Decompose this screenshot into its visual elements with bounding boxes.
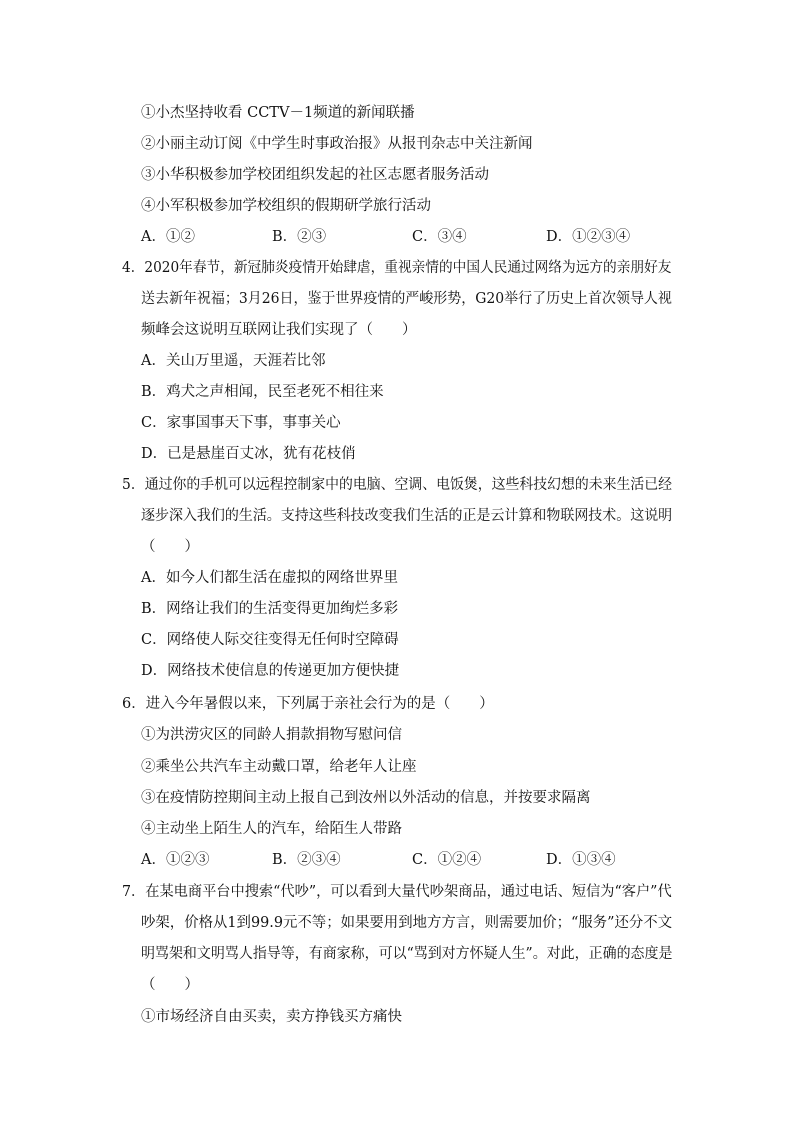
q3-item-3: ③小华积极参加学校团组织发起的社区志愿者服务活动 — [141, 167, 489, 183]
q6-item-4: ④主动坐上陌生人的汽车，给陌生人带路 — [141, 821, 402, 837]
q5-option-b: B．网络让我们的生活变得更加绚烂多彩 — [141, 601, 399, 617]
q3-option-d: D．①②③④ — [546, 229, 631, 245]
q4-option-b: B．鸡犬之声相闻，民至老死不相往来 — [141, 384, 384, 400]
q6-option-b: B．②③④ — [272, 852, 341, 868]
q5-stem-line-3: （ ） — [141, 539, 199, 555]
q7-stem-line-4: （ ） — [141, 977, 199, 993]
q6-item-2: ②乘坐公共汽车主动戴口罩，给老年人让座 — [141, 759, 417, 775]
q3-item-1: ①小杰坚持收看 CCTV－1频道的新闻联播 — [141, 105, 415, 121]
q4-option-a: A．关山万里遥，天涯若比邻 — [141, 353, 326, 369]
q3-option-c: C．③④ — [412, 229, 467, 245]
q7-stem-line-1: 7．在某电商平台中搜索“代吵”，可以看到大量代吵架商品，通过电话、短信为“客户”代 — [122, 884, 672, 900]
q3-item-2: ②小丽主动订阅《中学生时事政治报》从报刊杂志中关注新闻 — [141, 136, 533, 152]
q6-item-3: ③在疫情防控期间主动上报自己到汝州以外活动的信息，并按要求隔离 — [141, 790, 591, 806]
q6-item-1: ①为洪涝灾区的同龄人捐款捐物写慰问信 — [141, 727, 402, 743]
q4-stem-line-2: 送去新年祝福；3月26日，鉴于世界疫情的严峻形势，G20举行了历史上首次领导人视 — [141, 291, 672, 307]
q3-item-4: ④小军积极参加学校组织的假期研学旅行活动 — [141, 198, 431, 214]
q6-stem-line-1: 6．进入今年暑假以来，下列属于亲社会行为的是（ ） — [122, 696, 494, 712]
q5-option-c: C．网络使人际交往变得无任何时空障碍 — [141, 632, 399, 648]
q6-option-a: A．①②③ — [141, 852, 210, 868]
q4-stem-line-3: 频峰会这说明互联网让我们实现了（ ） — [141, 322, 417, 338]
q6-option-c: C．①②④ — [412, 852, 482, 868]
q7-stem-line-3: 明骂架和文明骂人指导等，有商家称，可以“骂到对方怀疑人生”。对此，正确的态度是 — [141, 946, 673, 962]
q3-option-b: B．②③ — [272, 229, 327, 245]
q4-option-d: D．已是悬崖百丈冰，犹有花枝俏 — [141, 446, 356, 462]
q4-option-c: C．家事国事天下事，事事关心 — [141, 415, 341, 431]
q4-stem-line-1: 4．2020年春节，新冠肺炎疫情开始肆虐，重视亲情的中国人民通过网络为远方的亲朋好友 — [122, 260, 672, 276]
q7-stem-line-2: 吵架，价格从1到99.9元不等；如果要用到地方方言，则需要加价；“服务”还分不文 — [141, 915, 673, 931]
q5-option-d: D．网络技术使信息的传递更加方便快捷 — [141, 663, 400, 679]
q7-item-1: ①市场经济自由买卖，卖方挣钱买方痛快 — [141, 1009, 402, 1025]
q3-option-a: A．①② — [141, 229, 195, 245]
q5-stem-line-2: 逐步深入我们的生活。支持这些科技改变我们生活的正是云计算和物联网技术。这说明 — [141, 508, 673, 524]
q5-stem-line-1: 5．通过你的手机可以远程控制家中的电脑、空调、电饭煲，这些科技幻想的未来生活已经 — [122, 477, 673, 493]
q6-option-d: D．①③④ — [546, 852, 616, 868]
q5-option-a: A．如今人们都生活在虚拟的网络世界里 — [141, 570, 398, 586]
